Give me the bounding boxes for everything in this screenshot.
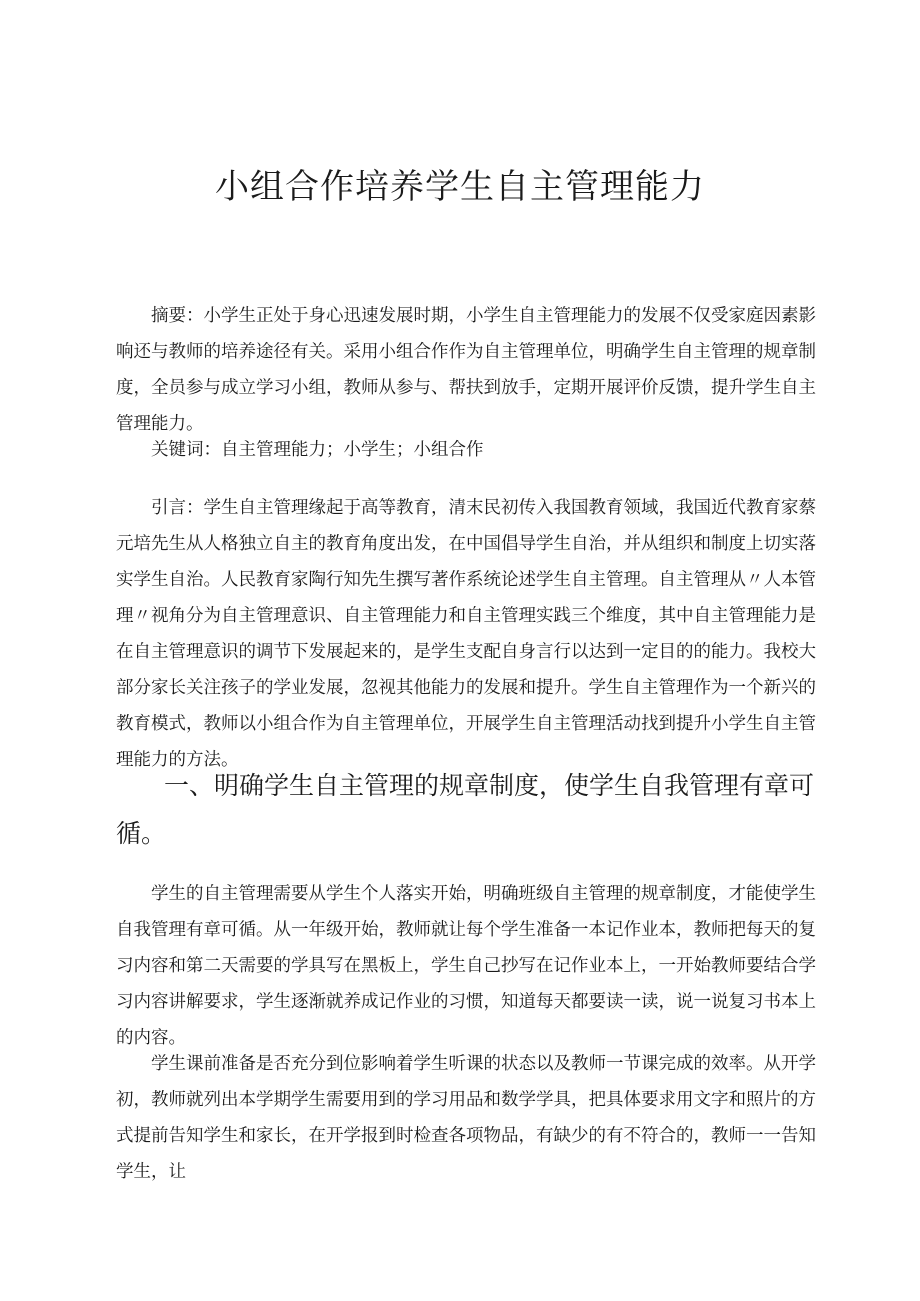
body-paragraph: 学生课前准备是否充分到位影响着学生听课的状态以及教师一节课完成的效率。从开学初，教师就列出本学期学生需要用到的学习用品和数学学具，把具体要求用文字和照片的方式提前告知学生和家长，在开学报到时检查各项物品，有缺少的有不符合的，教师一一告知学生，让 <box>116 1054 816 1182</box>
section-heading: 一、明确学生自主管理的规章制度，使学生自我管理有章可循。 <box>116 771 815 848</box>
body-paragraph: 学生的自主管理需要从学生个人落实开始，明确班级自主管理的规章制度，才能使学生自我管理有章可循。从一年级开始，教师就让每个学生准备一本记作业本，教师把每天的复习内容和第二天需要的学具写在黑板上，学生自己抄写在记作业本上，一开始教师要结合学习内容讲解要求，学生逐渐就养成记作业的习惯，知道每天都要读一读，说一说复习书本上的内容。 <box>116 884 816 1048</box>
introduction-paragraph: 引言：学生自主管理缘起于高等教育，清末民初传入我国教育领域，我国近代教育家蔡元培先生从人格独立自主的教育角度出发，在中国倡导学生自治，并从组织和制度上切实落实学生自治。人民教育家陶行知先生撰写著作系统论述学生自主管理。自主管理从〃人本管理〃视角分为自主管理意识、自主管理能力和自主管理实践三个维度，其中自主管理能力是在自主管理意识的调节下发展起来的，是学生支配自身言行以达到一定目的的能力。我校大部分家长关注孩子的学业发展，忽视其他能力的发展和提升。学生自主管理作为一个新兴的教育模式，教师以小组合作为自主管理单位，开展学生自主管理活动找到提升小学生自主管理能力的方法。 <box>116 498 816 770</box>
document-title: 小组合作培养学生自主管理能力 <box>215 167 705 207</box>
abstract-paragraph: 摘要：小学生正处于身心迅速发展时期，小学生自主管理能力的发展不仅受家庭因素影响还与教师的培养途径有关。采用小组合作作为自主管理单位，明确学生自主管理的规章制度，全员参与成立学习小组，教师从参与、帮扶到放手，定期开展评价反馈，提升学生自主管理能力。 <box>116 306 816 434</box>
keywords-line: 关键词：自主管理能力；小学生；小组合作 <box>151 440 484 460</box>
